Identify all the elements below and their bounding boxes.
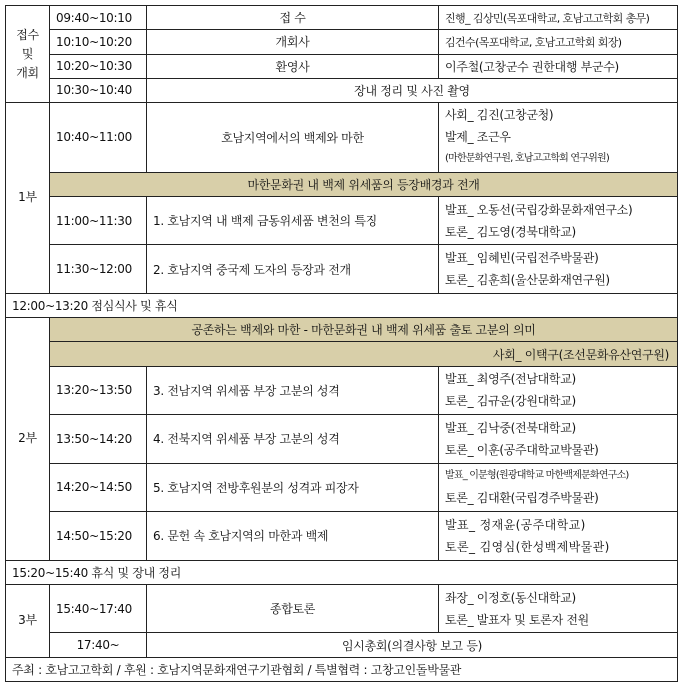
table-row: [6, 657, 678, 681]
time-cell: 10:20~10:30: [50, 54, 147, 78]
table-row: [6, 245, 678, 294]
program-title: 5. 호남지역 전방후원분의 성격과 피장자: [147, 463, 439, 512]
program-title: 종합토론: [147, 584, 439, 633]
time-cell: 10:10~10:20: [50, 30, 147, 54]
table-row: [6, 318, 678, 342]
session-theme: 마한문화권 내 백제 위세품의 등장배경과 전개: [50, 172, 678, 196]
table-row: [6, 30, 678, 54]
program-title: 3. 전남지역 위세품 부장 고분의 성격: [147, 366, 439, 415]
table-row: [6, 172, 678, 196]
break-row: 15:20~15:40 휴식 및 장내 정리: [6, 560, 678, 584]
program-title: 개회사: [147, 30, 439, 54]
program-title: 접 수: [147, 6, 439, 30]
table-row: [6, 342, 678, 366]
time-cell: 14:50~15:20: [50, 512, 147, 561]
time-cell: 11:30~12:00: [50, 245, 147, 294]
person-cell: 발표_ 김낙중(전북대학교) 토론_ 이훈(공주대학교박물관): [439, 415, 678, 464]
table-row: [6, 584, 678, 633]
time-cell: 14:20~14:50: [50, 463, 147, 512]
table-row: [6, 103, 678, 173]
section-part2: 2부: [6, 318, 50, 561]
time-cell: 10:30~10:40: [50, 78, 147, 102]
program-title: 1. 호남지역 내 백제 금동위세품 변천의 특징: [147, 196, 439, 245]
person-cell: 사회_ 김진(고창군청) 발제_ 조근우 (마한문화연구원, 호남고고학회 연구위원): [439, 103, 678, 173]
program-title: 4. 전북지역 위세품 부장 고분의 성격: [147, 415, 439, 464]
table-row: [6, 78, 678, 102]
time-cell: 13:50~14:20: [50, 415, 147, 464]
time-cell: 11:00~11:30: [50, 196, 147, 245]
person-cell: 진행_ 김상민(목포대학교, 호남고고학회 총무): [439, 6, 678, 30]
table-row: [6, 415, 678, 464]
table-row: [6, 6, 678, 30]
section-part1: 1부: [6, 103, 50, 294]
table-row: [6, 633, 678, 657]
schedule-table: [5, 5, 678, 682]
program-title: 임시총회(의결사항 보고 등): [147, 633, 678, 657]
program-title: 장내 정리 및 사진 촬영: [147, 78, 678, 102]
session-theme: 공존하는 백제와 마한 - 마한문화권 내 백제 위세품 출토 고분의 의미: [50, 318, 678, 342]
time-cell: 13:20~13:50: [50, 366, 147, 415]
person-cell: 발표_ 정재윤(공주대학교) 토론_ 김영심(한성백제박물관): [439, 512, 678, 561]
table-row: [6, 293, 678, 317]
table-row: [6, 512, 678, 561]
time-cell: 10:40~11:00: [50, 103, 147, 173]
person-cell: 발표_ 이문형(원광대학교 마한백제문화연구소) 토론_ 김대환(국립경주박물관): [439, 463, 678, 512]
person-cell: 김건수(목포대학교, 호남고고학회 회장): [439, 30, 678, 54]
table-row: [6, 196, 678, 245]
person-cell: 좌장_ 이정호(동신대학교) 토론_ 발표자 및 토론자 전원: [439, 584, 678, 633]
table-row: [6, 463, 678, 512]
table-row: [6, 560, 678, 584]
person-cell: 발표_ 최영주(전남대학교) 토론_ 김규운(강원대학교): [439, 366, 678, 415]
program-title: 6. 문헌 속 호남지역의 마한과 백제: [147, 512, 439, 561]
section-opening: 접수 및 개회: [6, 6, 50, 103]
person-cell: 이주철(고창군수 권한대행 부군수): [439, 54, 678, 78]
program-title: 호남지역에서의 백제와 마한: [147, 103, 439, 173]
section-part3: 3부: [6, 584, 50, 657]
time-cell: 17:40~: [50, 633, 147, 657]
person-cell: 발표_ 임혜빈(국립전주박물관) 토론_ 김훈희(울산문화재연구원): [439, 245, 678, 294]
time-cell: 15:40~17:40: [50, 584, 147, 633]
lunch-row: 12:00~13:20 점심식사 및 휴식: [6, 293, 678, 317]
time-cell: 09:40~10:10: [50, 6, 147, 30]
session-moderator: 사회_ 이택구(조선문화유산연구원): [50, 342, 678, 366]
table-row: [6, 366, 678, 415]
program-title: 환영사: [147, 54, 439, 78]
person-cell: 발표_ 오동선(국립강화문화재연구소) 토론_ 김도영(경북대학교): [439, 196, 678, 245]
table-row: [6, 54, 678, 78]
program-title: 2. 호남지역 중국제 도자의 등장과 전개: [147, 245, 439, 294]
footer-credits: 주최 : 호남고고학회 / 후원 : 호남지역문화재연구기관협회 / 특별협력 : 고창고인돌박물관: [6, 657, 678, 681]
